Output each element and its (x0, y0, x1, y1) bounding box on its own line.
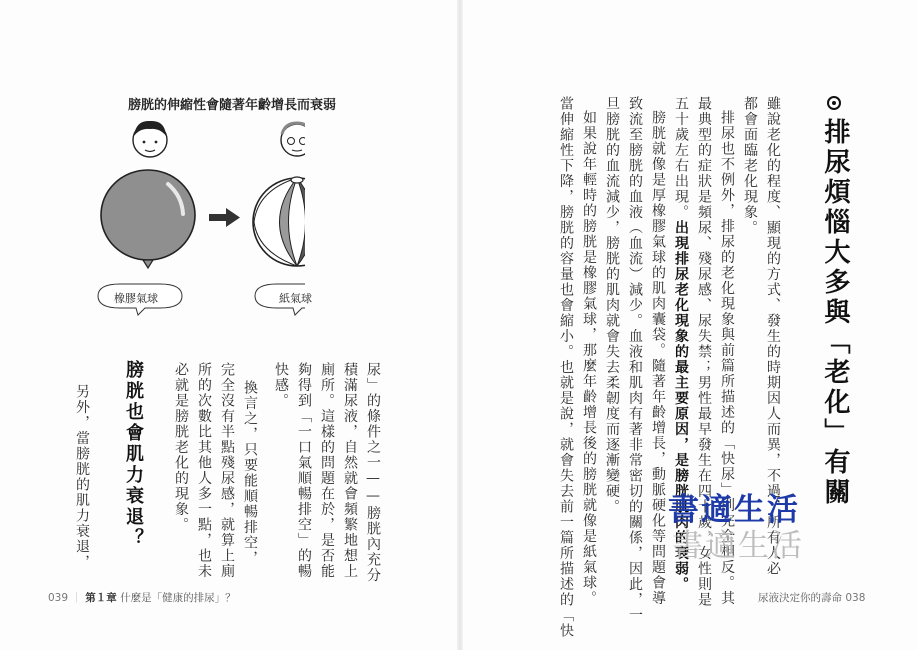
elderly-man-icon (281, 123, 305, 156)
body-column-l8: 所的次數比其他人多一點，也未 (196, 362, 212, 579)
right-page-number: 038 (845, 592, 866, 604)
body-column-r4: 最典型的症狀是頻尿、殘尿感、尿失禁；男性最早發生在四十歲，女性則是 (696, 96, 712, 608)
chapter-label: 第１章 (85, 592, 117, 604)
body-column-r10: 當伸縮性下降，膀胱的容量也會縮小。也就是說，就會失去前一篇所描述的「快 (558, 96, 574, 639)
body-column-l2: 積滿尿液，自然就會頻繁地想上 (342, 362, 358, 579)
watermark-logo: 書適生活 (668, 492, 800, 528)
body-column-r2: 都會面臨老化現象。 (742, 96, 758, 236)
body-column-r5 (671, 96, 690, 592)
book-title: 尿液決定你的壽命 (758, 592, 842, 604)
book-gutter (457, 0, 463, 650)
body-column-l10: 另外，當膀胱的肌力衰退， (74, 384, 90, 570)
body-text: 五十歲左右出現。 (673, 96, 689, 220)
arrow-right-icon (209, 208, 240, 227)
rubber-balloon-label: 橡膠氣球 (114, 292, 158, 305)
bold-key-point: 出現排尿老化現象的最主要原因，是膀胱肌肉的衰弱。 (673, 220, 689, 592)
body-column-l3: 廁所。這樣的問題在於，是否能 (319, 362, 335, 579)
left-page-number: 039 (48, 592, 69, 604)
body-column-l6: 換言之，只要能順暢排空， (242, 380, 258, 566)
body-column-l7: 完全沒有半點殘尿感，就算上廁 (219, 362, 235, 579)
body-column-r9: 如果說年輕時的膀胱是橡膠氣球，那麼年齡增長後的膀胱就像是紙氣球。 (581, 110, 597, 606)
watermark-shadow: 書適生活 (672, 528, 804, 564)
body-column-r8: 旦膀胱的血流減少，膀胱的肌肉就會失去柔韌度而逐漸變硬。 (604, 96, 620, 515)
right-footer (758, 590, 865, 605)
rubber-balloon-icon (101, 170, 195, 268)
body-column-l4: 夠得到「一口氣順暢排空」的暢 (296, 362, 312, 579)
body-column-l5: 快感。 (273, 362, 289, 409)
section-heading: 排尿煩惱大多與「老化」有關 (820, 118, 850, 508)
chapter-title: 什麼是「健康的排尿」？ (120, 592, 236, 604)
body-column-l1: 尿」的條件之一——膀胱內充分 (365, 362, 381, 583)
paper-balloon-label: 紙氣球 (279, 292, 312, 305)
body-column-r3: 排尿也不例外，排尿的老化現象與前篇所描述的「快尿」則完全相反。其 (719, 110, 735, 606)
balloon-figure (90, 112, 305, 347)
body-column-r6: 膀胱就像是厚橡膠氣球的肌肉囊袋。隨著年齡增長，動脈硬化等問題會導 (650, 110, 666, 606)
body-column-r1: 雖說老化的程度、顯現的方式、發生的時期因人而異，不過，所有人必 (765, 96, 781, 577)
paper-balloon-icon (253, 177, 305, 266)
body-column-r7: 致流至膀胱的血液（血流）減少。血液和肌肉有著非常密切的關係，因此，一 (627, 96, 643, 623)
left-footer: 039 ｜ 第１章 什麼是「健康的排尿」？ (48, 592, 236, 604)
young-man-icon (133, 121, 167, 157)
subsection-heading: 膀胱也會肌力衰退？ (123, 360, 144, 549)
body-column-l9: 必就是膀胱老化的現象。 (173, 362, 189, 533)
figure-title: 膀胱的伸縮性會隨著年齡增長而衰弱 (128, 98, 337, 113)
heading-bullet-icon (827, 96, 841, 110)
